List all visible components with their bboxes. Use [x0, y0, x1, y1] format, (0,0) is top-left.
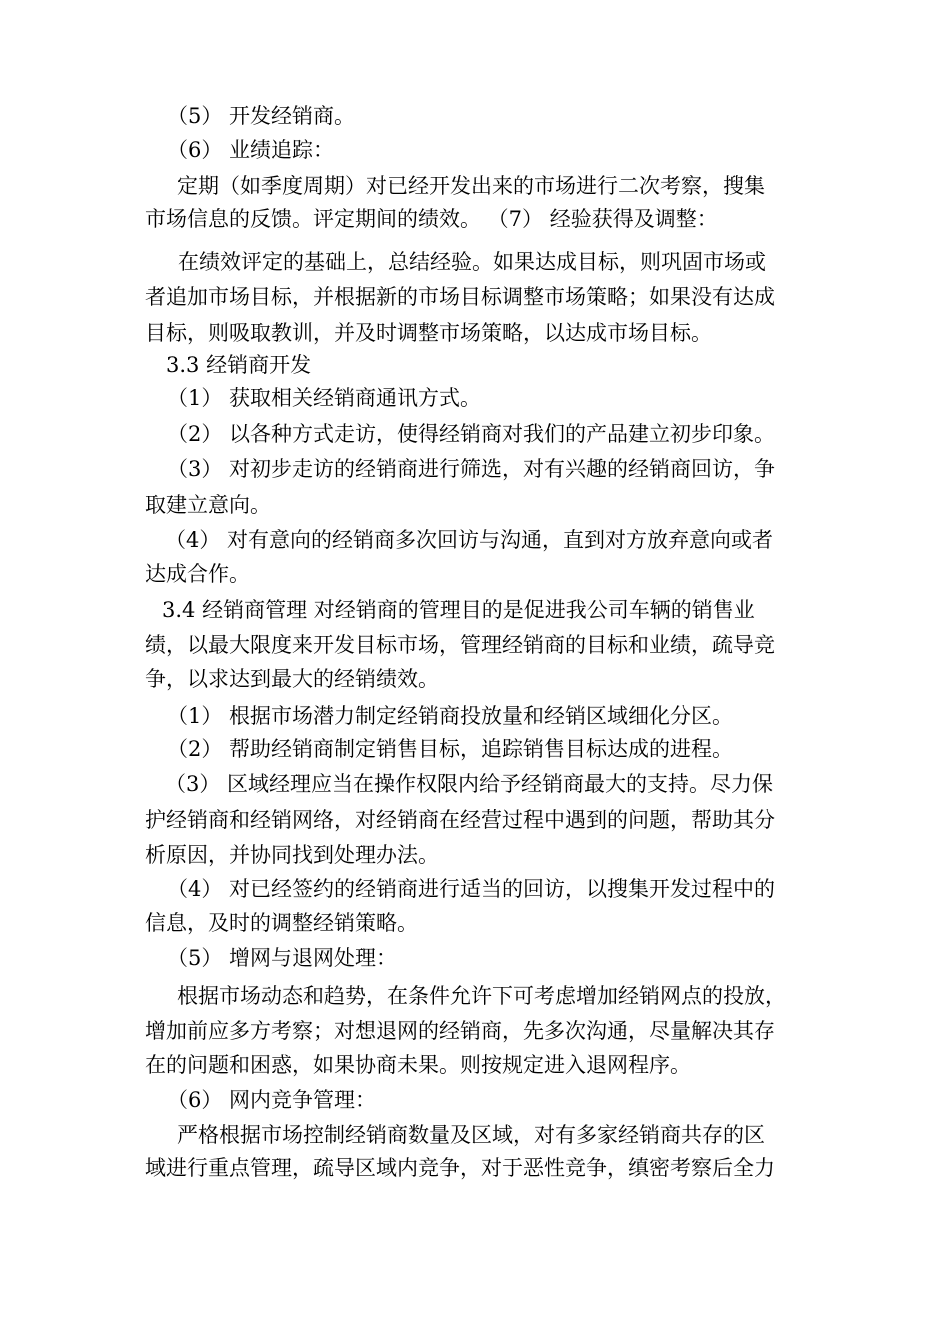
text-line: 在的问题和困惑，如果协商未果。则按规定进入退网程序。	[145, 1053, 691, 1077]
text-line: （6） 业绩追踪：	[167, 138, 335, 162]
text-line: 取建立意向。	[145, 493, 271, 517]
text-line: 严格根据市场控制经销商数量及区域，对有多家经销商共存的区	[177, 1123, 765, 1147]
section-heading: 3.3 经销商开发	[166, 353, 312, 377]
text-line: （3） 对初步走访的经销商进行筛选，对有兴趣的经销商回访，争	[167, 457, 776, 481]
section-heading: 3.4 经销商管理 对经销商的管理目的是促进我公司车辆的销售业	[162, 598, 755, 622]
text-line: 目标，则吸取教训，并及时调整市场策略，以达成市场目标。	[145, 321, 712, 345]
text-line: 根据市场动态和趋势，在条件允许下可考虑增加经销网点的投放，	[177, 984, 786, 1008]
text-line: （1） 获取相关经销商通讯方式。	[167, 386, 482, 410]
text-line: 护经销商和经销网络，对经销商在经营过程中遇到的问题，帮助其分	[145, 808, 775, 832]
text-line: （4） 对已经签约的经销商进行适当的回访，以搜集开发过程中的	[167, 877, 776, 901]
text-line: （1） 根据市场潜力制定经销商投放量和经销区域细化分区。	[167, 704, 734, 728]
text-line: 绩，以最大限度来开发目标市场，管理经销商的目标和业绩，疏导竞	[145, 633, 775, 657]
text-line: 析原因，并协同找到处理办法。	[145, 843, 439, 867]
text-line: （5） 增网与退网处理：	[167, 946, 398, 970]
text-line: 争，以求达到最大的经销绩效。	[145, 667, 439, 691]
text-line: （3） 区域经理应当在操作权限内给予经销商最大的支持。尽力保	[165, 772, 774, 796]
text-line: （2） 以各种方式走访，使得经销商对我们的产品建立初步印象。	[167, 422, 776, 446]
text-line: （2） 帮助经销商制定销售目标，追踪销售目标达成的进程。	[167, 737, 734, 761]
text-line: 者追加市场目标，并根据新的市场目标调整市场策略；如果没有达成	[145, 285, 775, 309]
text-line: 达成合作。	[145, 562, 250, 586]
text-line: （4） 对有意向的经销商多次回访与沟通，直到对方放弃意向或者	[165, 528, 774, 552]
text-line: 市场信息的反馈。评定期间的绩效。 （7） 经验获得及调整：	[145, 207, 718, 231]
text-line: 增加前应多方考察；对想退网的经销商，先多次沟通，尽量解决其存	[145, 1019, 775, 1043]
text-line: 信息，及时的调整经销策略。	[145, 911, 418, 935]
text-line: 在绩效评定的基础上，总结经验。如果达成目标，则巩固市场或	[178, 250, 766, 274]
text-line: （5） 开发经销商。	[167, 104, 356, 128]
text-line: 域进行重点管理，疏导区域内竞争，对于恶性竞争，缜密考察后全力	[145, 1156, 775, 1180]
text-line: 定期（如季度周期）对已经开发出来的市场进行二次考察，搜集	[177, 174, 765, 198]
text-line: （6） 网内竞争管理：	[167, 1088, 377, 1112]
